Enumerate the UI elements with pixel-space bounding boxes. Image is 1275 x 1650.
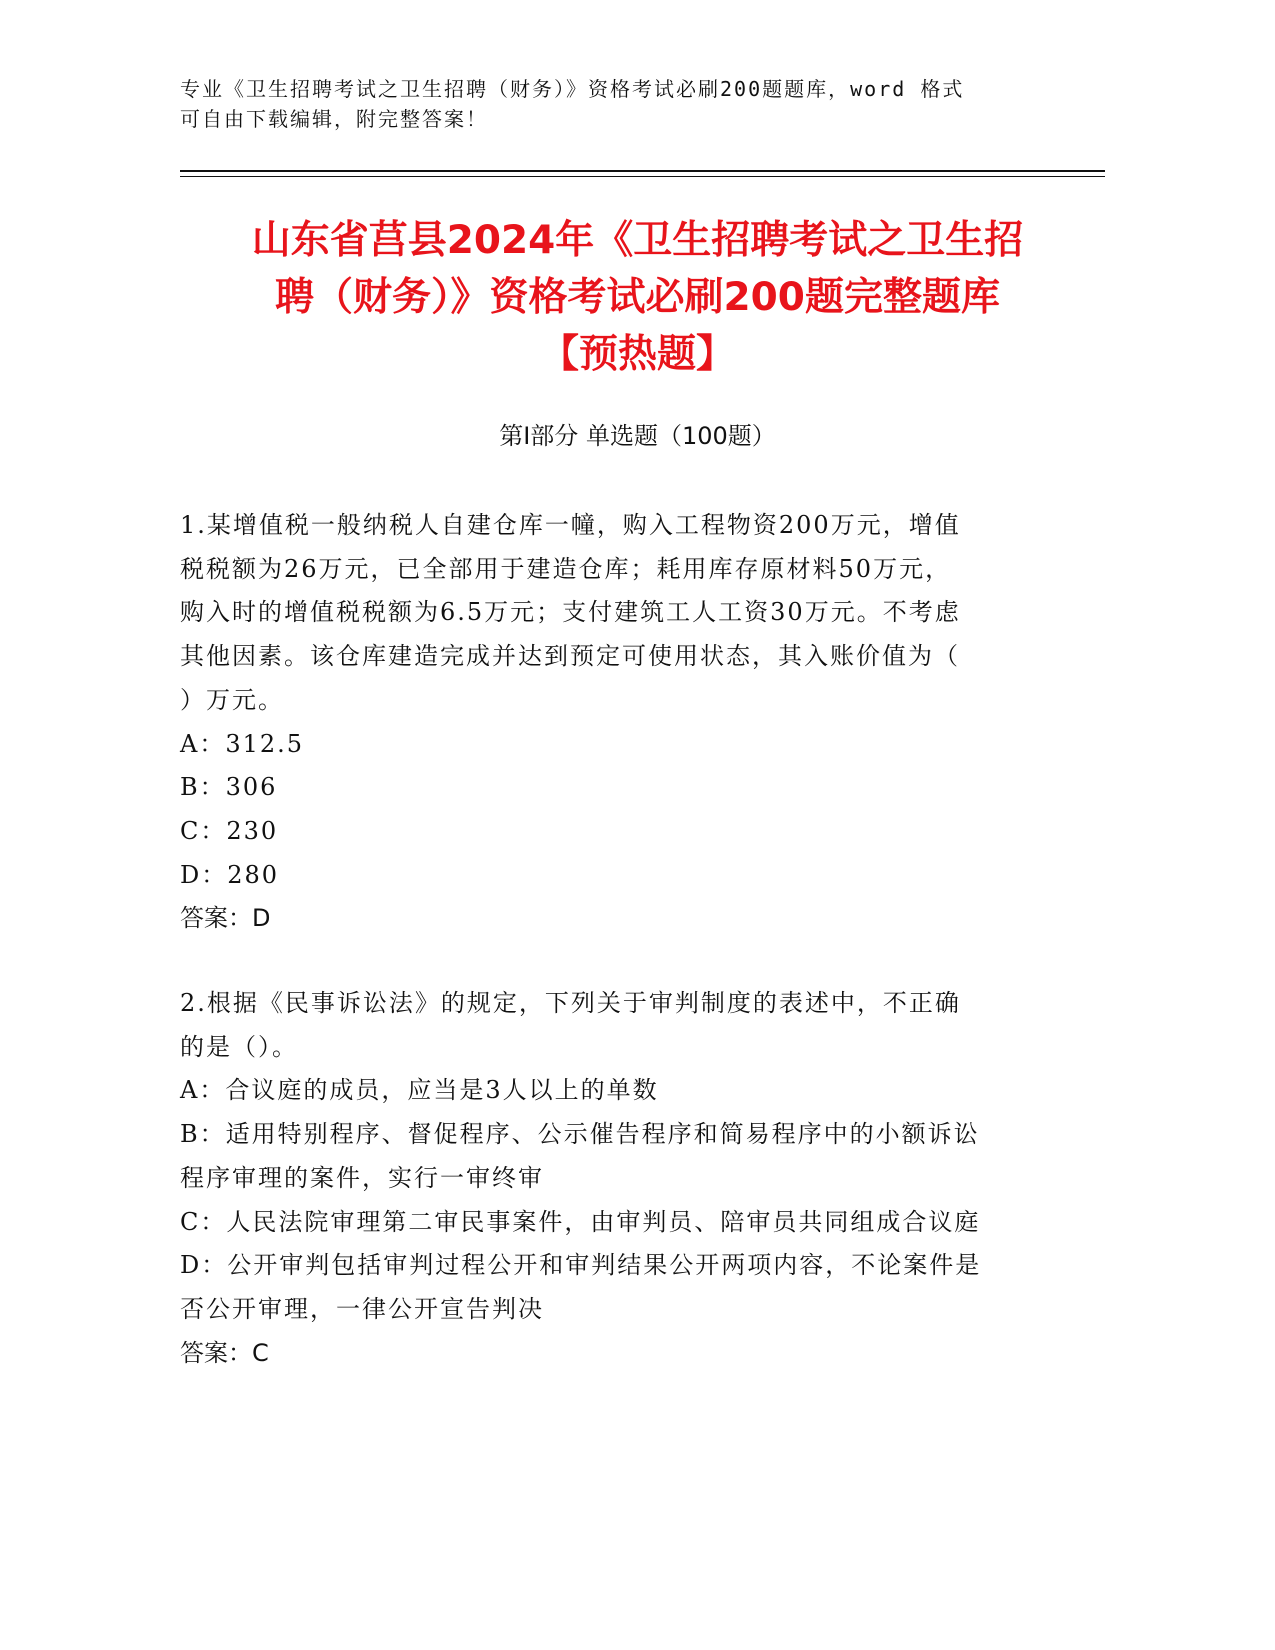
option-c: C：230: [180, 816, 279, 845]
answer-label: 答案：C: [180, 1338, 269, 1367]
option-b: B：306: [180, 773, 278, 802]
question-2: [180, 982, 1040, 1375]
option-d-continued: 否公开审理，一律公开宣告判决: [180, 1294, 544, 1323]
answer-label: 答案：D: [180, 904, 271, 933]
question-stem-line: ）万元。: [180, 685, 284, 714]
title-line: 聘（财务）》资格考试必刷200题完整题库: [275, 275, 1000, 320]
header-divider-thick: [180, 170, 1105, 172]
header-note: [180, 74, 1040, 134]
option-b: B：适用特别程序、督促程序、公示催告程序和简易程序中的小额诉讼: [180, 1120, 980, 1149]
question-stem-line: 税税额为26万元，已全部用于建造仓库；耗用库存原材料50万元，: [180, 554, 952, 583]
question-stem-line: 的是（）。: [180, 1032, 298, 1061]
title-line: 山东省莒县2024年《卫生招聘考试之卫生招: [251, 218, 1024, 263]
section-heading: 第Ⅰ部分 单选题（100题）: [499, 422, 776, 450]
option-a: A：312.5: [180, 729, 305, 758]
header-note-line: 专业《卫生招聘考试之卫生招聘（财务）》资格考试必刷200题题库，word 格式: [180, 77, 965, 101]
question-stem-line: 1.某增值税一般纳税人自建仓库一幢，购入工程物资200万元，增值: [180, 511, 961, 539]
question-stem-line: 购入时的增值税税额为6.5万元；支付建筑工人工资30万元。不考虑: [180, 598, 961, 627]
option-d: D：公开审判包括审判过程公开和审判结果公开两项内容，不论案件是: [180, 1251, 982, 1280]
question-1: [180, 504, 1040, 941]
question-stem-line: 2.根据《民事诉讼法》的规定，下列关于审判制度的表述中，不正确: [180, 989, 961, 1017]
title-line: 【预热题】: [539, 332, 735, 377]
option-d: D：280: [180, 860, 280, 889]
header-divider-thin: [180, 176, 1105, 177]
question-stem-line: 其他因素。该仓库建造完成并达到预定可使用状态，其入账价值为（: [180, 642, 960, 671]
document-title: [150, 212, 1125, 383]
header-note-line: 可自由下载编辑，附完整答案！: [180, 107, 488, 131]
option-c: C：人民法院审理第二审民事案件，由审判员、陪审员共同组成合议庭: [180, 1207, 981, 1236]
option-a: A：合议庭的成员，应当是3人以上的单数: [180, 1076, 659, 1105]
option-b-continued: 程序审理的案件，实行一审终审: [180, 1163, 544, 1192]
